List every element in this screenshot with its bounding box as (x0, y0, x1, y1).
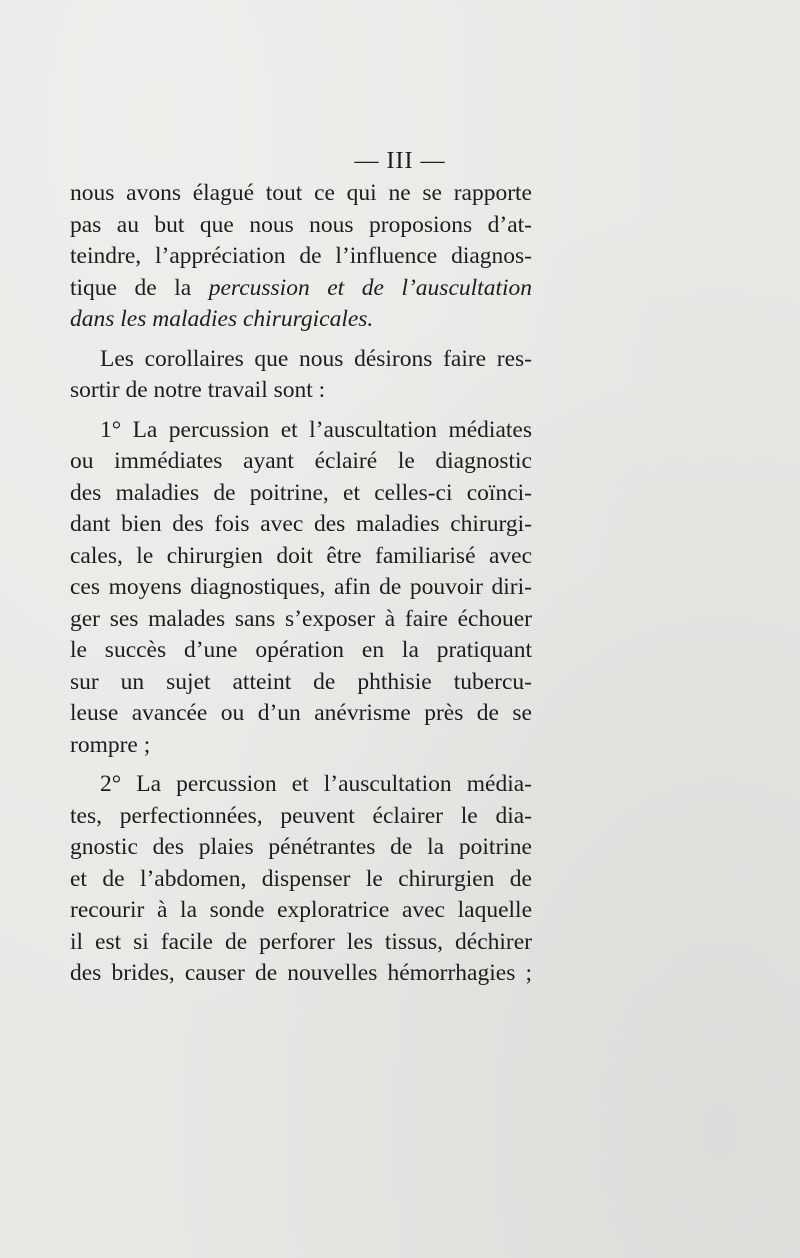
text-line: recourir à la sonde exploratrice avec laquelle (70, 897, 532, 923)
text-line: 2° La percussion et l’auscultation média- (100, 771, 532, 797)
text-line: et de l’abdomen, dispenser le chirurgien de (70, 865, 532, 892)
paragraph-4 (70, 769, 532, 990)
text-line: ou immédiates ayant éclairé le diagnostic (70, 448, 532, 474)
text-line: des brides, causer de nouvelles hémorrhagies ; (70, 960, 532, 986)
text-line: cales, le chirurgien doit être familiarisé avec (70, 542, 532, 569)
text-line: dant bien des fois avec des maladies chirurgi- (70, 511, 532, 537)
text-line: il est si facile de perforer les tissus, déchirer (70, 928, 532, 955)
text-line: Les corollaires que nous désirons faire res- (100, 345, 532, 372)
text-line: le succès d’une opération en la pratiquant (70, 637, 532, 663)
body-text (70, 178, 532, 990)
text-line: tes, perfectionnées, peuvent éclairer le dia- (70, 802, 532, 829)
page-number-header: — III — (354, 148, 446, 174)
text-line: tique de la percussion et de l’auscultation (70, 274, 532, 301)
text-line: ger ses malades sans s’exposer à faire échouer (70, 605, 532, 632)
text-line: 1° La percussion et l’auscultation médiates (100, 416, 532, 443)
text-line: teindre, l’appréciation de l’influence diagnos- (70, 243, 532, 269)
text-line: ces moyens diagnostiques, afin de pouvoir diri- (70, 574, 532, 600)
paragraph-3 (70, 415, 532, 762)
text-line: pas au but que nous nous proposions d’at- (70, 211, 532, 238)
text-line: leuse avancée ou d’un anévrisme près de se (70, 700, 532, 726)
text-line: rompre ; (70, 731, 151, 758)
text-line: des maladies de poitrine, et celles-ci coïnci- (70, 479, 532, 506)
paragraph-2 (70, 344, 532, 407)
text-line: nous avons élagué tout ce qui ne se rapporte (70, 180, 532, 206)
text-line: sortir de notre travail sont : (70, 377, 326, 403)
text-line: gnostic des plaies pénétrantes de la poitrine (70, 834, 532, 860)
paragraph-1 (70, 178, 532, 336)
text-line: dans les maladies chirurgicales. (70, 306, 374, 332)
text-line: sur un sujet atteint de phthisie tubercu- (70, 668, 532, 695)
